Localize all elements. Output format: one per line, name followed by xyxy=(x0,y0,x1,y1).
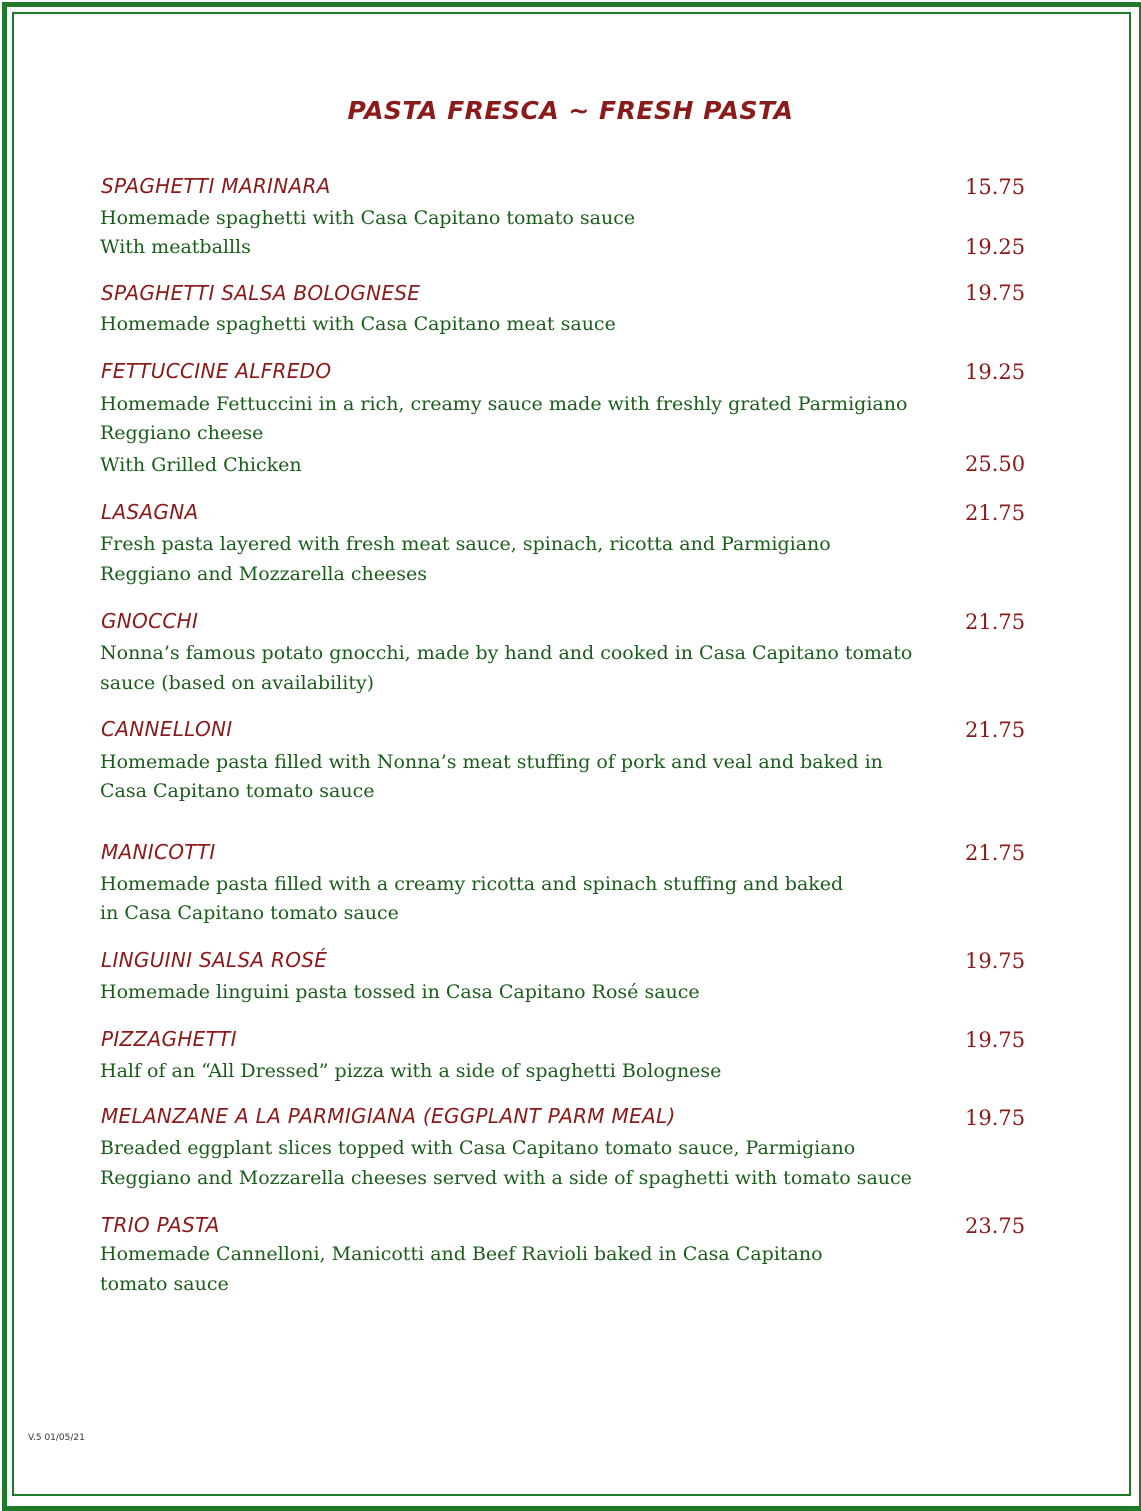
item-price: 19.75 xyxy=(965,1028,1026,1052)
item-price: 19.75 xyxy=(965,1106,1026,1130)
item-extra: With Grilled Chicken xyxy=(100,454,302,476)
version-label: V.5 01/05/21 xyxy=(28,1433,85,1443)
item-name: PIZZAGHETTI xyxy=(101,1027,237,1051)
item-name: FETTUCCINE ALFREDO xyxy=(101,359,332,383)
item-extra-price: 19.25 xyxy=(965,235,1026,259)
item-description: Homemade spaghetti with Casa Capitano meat sauce xyxy=(100,313,616,335)
item-description: sauce (based on availability) xyxy=(100,672,375,694)
item-description: Homemade linguini pasta tossed in Casa Capitano Rosé sauce xyxy=(100,981,700,1003)
item-name: SPAGHETTI MARINARA xyxy=(101,174,331,198)
item-description: in Casa Capitano tomato sauce xyxy=(100,902,399,924)
item-price: 21.75 xyxy=(965,501,1026,525)
menu-title: PASTA FRESCA ~ FRESH PASTA xyxy=(347,96,794,125)
item-description: Homemade Fettuccini in a rich, creamy sauce made with freshly grated Parmigiano xyxy=(100,393,908,415)
item-description: Reggiano and Mozzarella cheeses xyxy=(100,563,427,585)
item-name: GNOCCHI xyxy=(101,609,199,633)
item-description: tomato sauce xyxy=(100,1273,229,1295)
item-name: LASAGNA xyxy=(101,500,199,524)
item-price: 23.75 xyxy=(965,1214,1026,1238)
item-name: CANNELLONI xyxy=(101,717,233,741)
item-price: 21.75 xyxy=(965,841,1026,865)
item-description: Breaded eggplant slices topped with Casa Capitano tomato sauce, Parmigiano xyxy=(100,1137,856,1159)
item-description: Homemade pasta filled with Nonna’s meat stuffing of pork and veal and baked in xyxy=(100,751,883,773)
item-price: 21.75 xyxy=(965,610,1026,634)
item-price: 19.75 xyxy=(965,281,1026,305)
item-description: Homemade pasta filled with a creamy ricotta and spinach stuffing and baked xyxy=(100,873,844,895)
item-name: SPAGHETTI SALSA BOLOGNESE xyxy=(101,281,421,305)
item-description: Half of an “All Dressed” pizza with a side of spaghetti Bolognese xyxy=(100,1060,722,1082)
item-description: Homemade Cannelloni, Manicotti and Beef Ravioli baked in Casa Capitano xyxy=(100,1243,823,1265)
item-description: Nonna’s famous potato gnocchi, made by hand and cooked in Casa Capitano tomato xyxy=(100,642,913,664)
item-name: TRIO PASTA xyxy=(101,1213,220,1237)
item-extra-price: 25.50 xyxy=(965,452,1026,476)
item-price: 19.75 xyxy=(965,949,1026,973)
item-name: MANICOTTI xyxy=(101,840,216,864)
item-description: Fresh pasta layered with fresh meat sauce, spinach, ricotta and Parmigiano xyxy=(100,533,831,555)
item-price: 15.75 xyxy=(965,175,1026,199)
item-description: Reggiano and Mozzarella cheeses served with a side of spaghetti with tomato sauce xyxy=(100,1167,912,1189)
item-price: 21.75 xyxy=(965,718,1026,742)
item-extra: With meatballls xyxy=(100,236,251,258)
item-name: LINGUINI SALSA ROSÉ xyxy=(101,948,328,972)
item-price: 19.25 xyxy=(965,360,1026,384)
item-description: Reggiano cheese xyxy=(100,422,264,444)
item-description: Homemade spaghetti with Casa Capitano tomato sauce xyxy=(100,207,636,229)
item-description: Casa Capitano tomato sauce xyxy=(100,780,375,802)
item-name: MELANZANE A LA PARMIGIANA (EGGPLANT PARM MEAL) xyxy=(101,1104,676,1128)
